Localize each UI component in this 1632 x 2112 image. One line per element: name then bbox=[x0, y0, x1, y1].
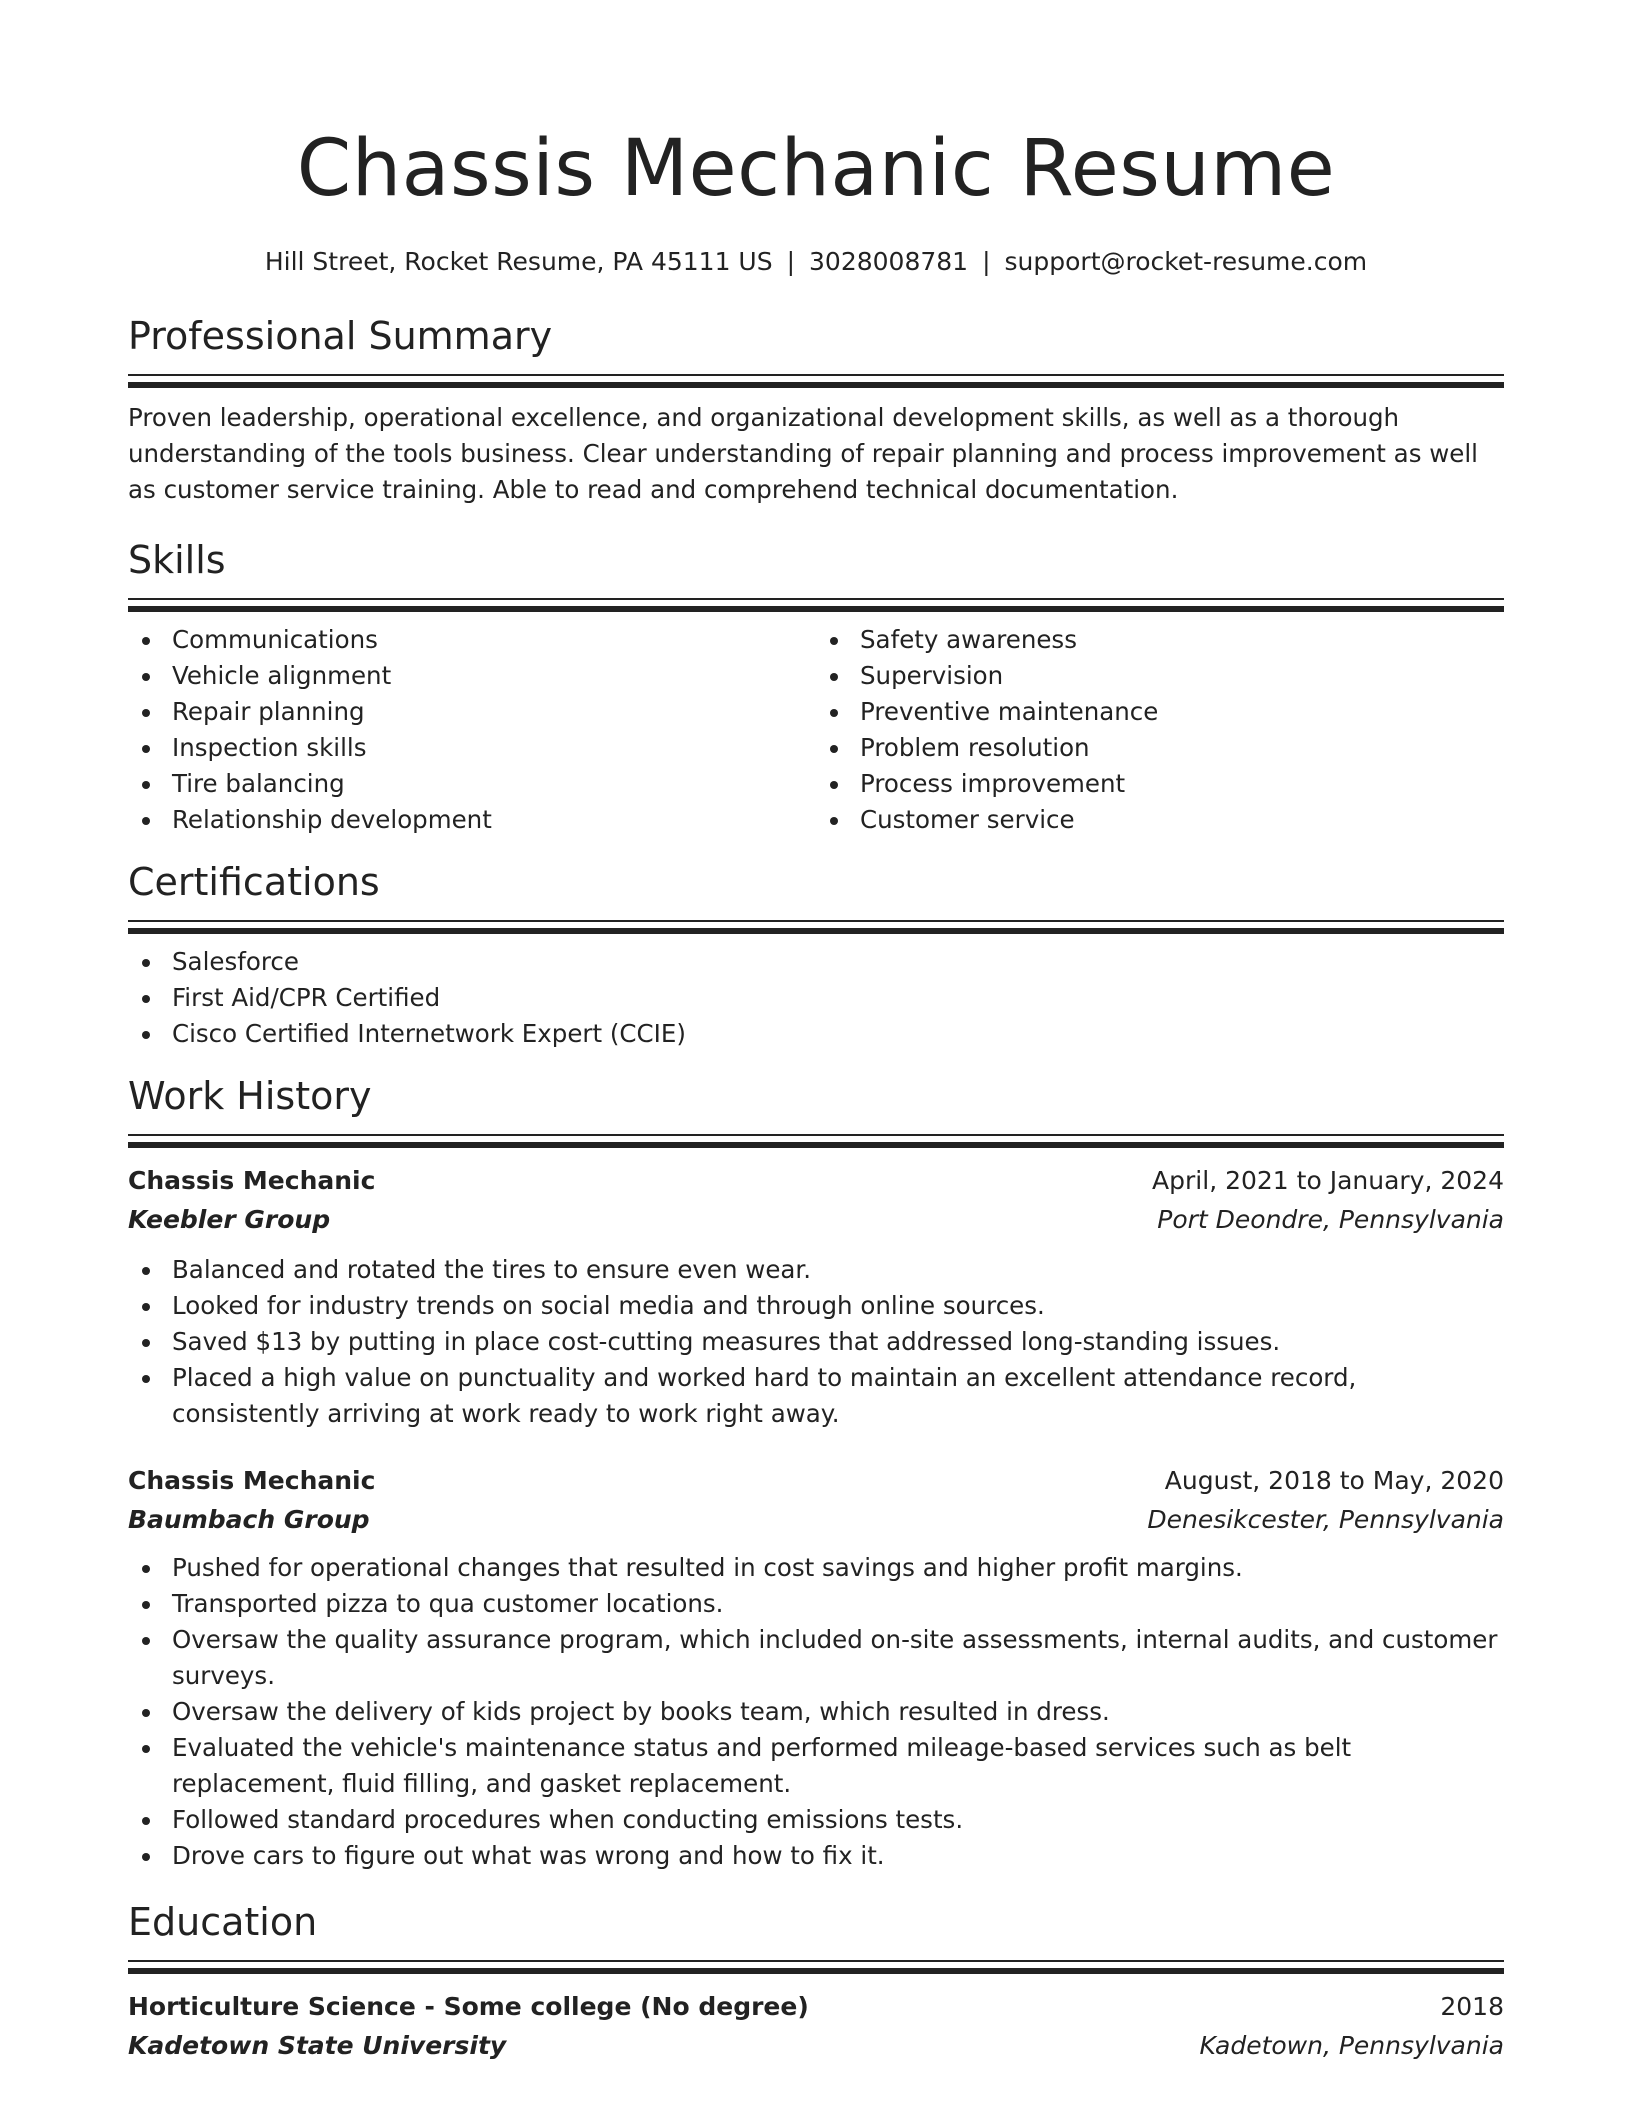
contact-separator: | bbox=[786, 247, 796, 276]
skill-item: Preventive maintenance bbox=[816, 694, 1504, 730]
education-year: 2018 bbox=[1440, 1992, 1504, 2021]
section-divider bbox=[128, 1960, 1504, 1974]
skill-item: Relationship development bbox=[128, 802, 816, 838]
skills-columns bbox=[128, 622, 1504, 838]
education-subheader bbox=[128, 2026, 1504, 2066]
resume-title: Chassis Mechanic Resume bbox=[296, 124, 1336, 214]
skill-item: Communications bbox=[128, 622, 816, 658]
section-title-work: Work History bbox=[128, 1074, 372, 1118]
job-dates: August, 2018 to May, 2020 bbox=[1164, 1466, 1504, 1495]
job-header bbox=[128, 1162, 1504, 1200]
job-bullet: Evaluated the vehicle's maintenance status and performed mileage-based services such as belt replacement, fluid filling, and gasket replacement. bbox=[128, 1730, 1504, 1802]
certifications-list bbox=[128, 944, 1504, 1052]
skill-item: Inspection skills bbox=[128, 730, 816, 766]
job-bullet: Oversaw the delivery of kids project by books team, which resulted in dress. bbox=[128, 1694, 1504, 1730]
education-school: Kadetown State University bbox=[128, 2031, 507, 2060]
skill-item: Customer service bbox=[816, 802, 1504, 838]
job-bullet: Followed standard procedures when conducting emissions tests. bbox=[128, 1802, 1504, 1838]
section-divider bbox=[128, 920, 1504, 934]
job-company: Keebler Group bbox=[128, 1205, 331, 1234]
skill-item: Repair planning bbox=[128, 694, 816, 730]
section-title-summary: Professional Summary bbox=[128, 314, 553, 358]
job-subheader bbox=[128, 1200, 1504, 1240]
section-title-skills: Skills bbox=[128, 538, 226, 582]
job-location: Denesikcester, Pennsylvania bbox=[1147, 1505, 1504, 1534]
job-entry bbox=[128, 1162, 1504, 1432]
job-bullet: Pushed for operational changes that resulted in cost savings and higher profit margins. bbox=[128, 1550, 1504, 1586]
work-section bbox=[128, 1072, 1504, 1874]
job-company: Baumbach Group bbox=[128, 1505, 370, 1534]
section-divider bbox=[128, 1134, 1504, 1148]
job-bullets bbox=[128, 1252, 1504, 1432]
section-divider bbox=[128, 374, 1504, 388]
skill-item: Safety awareness bbox=[816, 622, 1504, 658]
certification-item: Cisco Certified Internetwork Expert (CCIE) bbox=[128, 1016, 1504, 1052]
contact-address: Hill Street, Rocket Resume, PA 45111 US bbox=[264, 247, 773, 276]
education-location: Kadetown, Pennsylvania bbox=[1199, 2031, 1504, 2060]
education-header bbox=[128, 1988, 1504, 2026]
skill-item: Tire balancing bbox=[128, 766, 816, 802]
job-bullet: Saved $13 by putting in place cost-cutting measures that addressed long-standing issues. bbox=[128, 1324, 1504, 1360]
education-entry bbox=[128, 1988, 1504, 2066]
job-title: Chassis Mechanic bbox=[128, 1166, 376, 1195]
job-bullet: Placed a high value on punctuality and worked hard to maintain an excellent attendance record, consistently arriving at work ready to work right away. bbox=[128, 1360, 1504, 1432]
section-divider bbox=[128, 598, 1504, 612]
certification-item: Salesforce bbox=[128, 944, 1504, 980]
section-title-education: Education bbox=[128, 1900, 318, 1944]
skills-list-left bbox=[128, 622, 816, 838]
education-degree: Horticulture Science - Some college (No degree) bbox=[128, 1992, 809, 2021]
contact-separator: | bbox=[982, 247, 991, 276]
skill-item: Vehicle alignment bbox=[128, 658, 816, 694]
contact-phone: 3028008781 bbox=[809, 247, 969, 276]
skills-list-right bbox=[816, 622, 1504, 838]
skill-item: Supervision bbox=[816, 658, 1504, 694]
summary-text: Proven leadership, operational excellence, and organizational development skills, as well as a thorough understanding of the tools business. Clear understanding of repair planning and process improvement as well as customer service training. Able to read and comprehend technical documentation. bbox=[128, 403, 1478, 504]
job-location: Port Deondre, Pennsylvania bbox=[1157, 1205, 1504, 1234]
skill-item: Problem resolution bbox=[816, 730, 1504, 766]
job-bullet: Transported pizza to qua customer locations. bbox=[128, 1586, 1504, 1622]
skill-item: Process improvement bbox=[816, 766, 1504, 802]
job-entry bbox=[128, 1462, 1504, 1874]
contact-email: support@rocket-resume.com bbox=[1004, 247, 1368, 276]
summary-section bbox=[128, 312, 1504, 508]
job-bullets bbox=[128, 1550, 1504, 1874]
education-section bbox=[128, 1898, 1504, 2066]
job-subheader bbox=[128, 1500, 1504, 1540]
job-title: Chassis Mechanic bbox=[128, 1466, 376, 1495]
job-bullet: Oversaw the quality assurance program, which included on-site assessments, internal audits, and customer surveys. bbox=[128, 1622, 1504, 1694]
section-title-certifications: Certifications bbox=[128, 860, 380, 904]
job-header bbox=[128, 1462, 1504, 1500]
job-bullet: Balanced and rotated the tires to ensure even wear. bbox=[128, 1252, 1504, 1288]
job-bullet: Drove cars to figure out what was wrong and how to fix it. bbox=[128, 1838, 1504, 1874]
job-dates: April, 2021 to January, 2024 bbox=[1152, 1166, 1504, 1195]
certification-item: First Aid/CPR Certified bbox=[128, 980, 1504, 1016]
contact-line bbox=[128, 246, 1504, 278]
certifications-section bbox=[128, 858, 1504, 1052]
skills-section bbox=[128, 536, 1504, 838]
job-bullet: Looked for industry trends on social media and through online sources. bbox=[128, 1288, 1504, 1324]
